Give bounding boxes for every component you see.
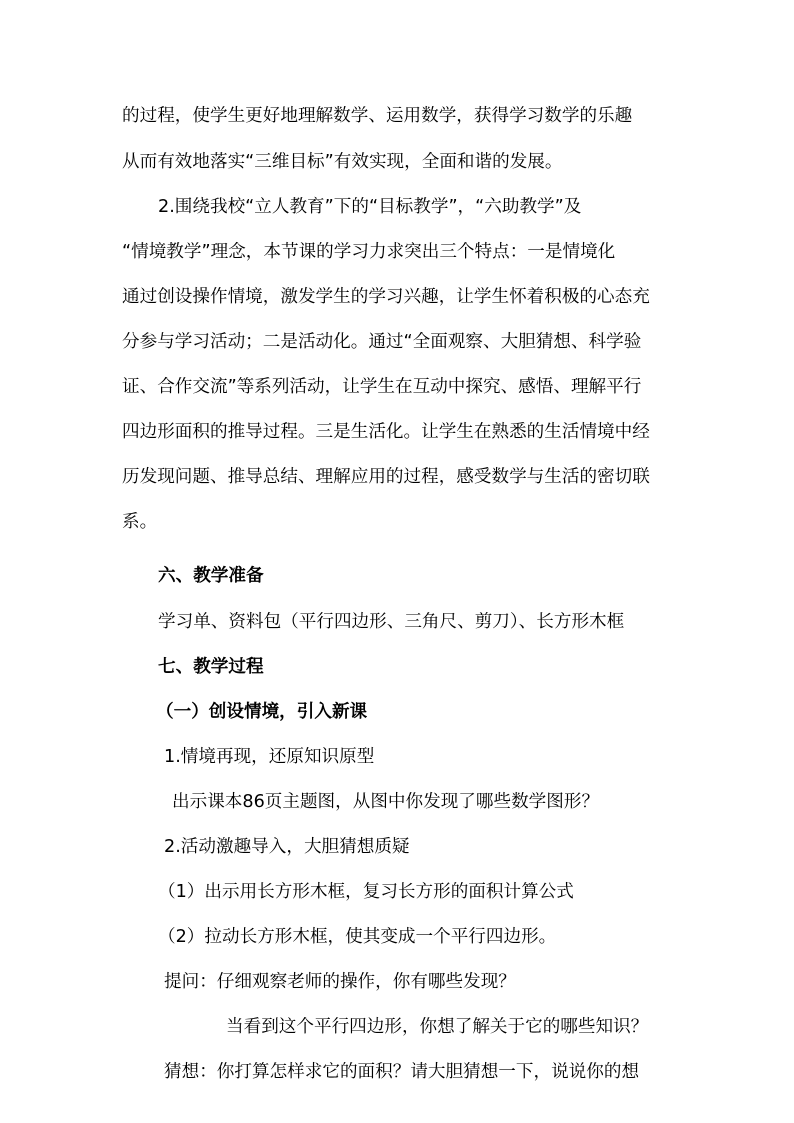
section-heading-preparation: 六、教学准备 — [158, 566, 264, 586]
step-2-title: 2.活动激趣导入，大胆猜想质疑 — [164, 837, 410, 857]
question-followup: 当看到这个平行四边形，你想了解关于它的哪些知识？ — [226, 1017, 649, 1037]
step-2-item-2: （2）拉动长方形木框，使其变成一个平行四边形。 — [158, 927, 557, 947]
paragraph-line-1: 的过程，使学生更好地理解数学、运用数学，获得学习数学的乐趣 — [122, 106, 633, 126]
step-2-item-1: （1）出示用长方形木框，复习长方形的面积计算公式 — [158, 882, 574, 902]
paragraph-line-5: 通过创设操作情境，激发学生的学习兴趣，让学生怀着积极的心态充 — [122, 287, 650, 307]
paragraph-line-4: “情境教学”理念，本节课的学习力求突出三个特点：一是情境化 — [122, 242, 616, 262]
section-heading-process: 七、教学过程 — [158, 657, 264, 677]
paragraph-line-6: 分参与学习活动；二是活动化。通过“全面观察、大胆猜想、科学验 — [122, 332, 642, 352]
paragraph-line-9: 历发现问题、推导总结、理解应用的过程，感受数学与生活的密切联 — [122, 467, 650, 487]
question-line: 提问：仔细观察老师的操作，你有哪些发现？ — [164, 972, 516, 992]
paragraph-line-8: 四边形面积的推导过程。三是生活化。让学生在熟悉的生活情境中经 — [122, 422, 650, 442]
paragraph-line-7: 证、合作交流”等系列活动，让学生在互动中探究、感悟、理解平行 — [122, 377, 642, 397]
guess-line: 猜想：你打算怎样求它的面积？请大胆猜想一下，说说你的想 — [164, 1062, 640, 1082]
step-1-detail: 出示课本86页主题图，从图中你发现了哪些数学图形？ — [172, 792, 600, 812]
subsection-heading-1: （一）创设情境，引入新课 — [156, 702, 368, 722]
paragraph-line-2: 从而有效地落实“三维目标”有效实现，全面和谐的发展。 — [122, 152, 563, 172]
preparation-items: 学习单、资料包（平行四边形、三角尺、剪刀）、长方形木框 — [158, 612, 625, 632]
step-1-title: 1.情境再现，还原知识原型 — [164, 747, 375, 767]
paragraph-line-10: 系。 — [122, 512, 158, 532]
paragraph-line-3: 2.围绕我校“立人教育”下的“目标教学”，“六助教学”及 — [158, 197, 582, 217]
